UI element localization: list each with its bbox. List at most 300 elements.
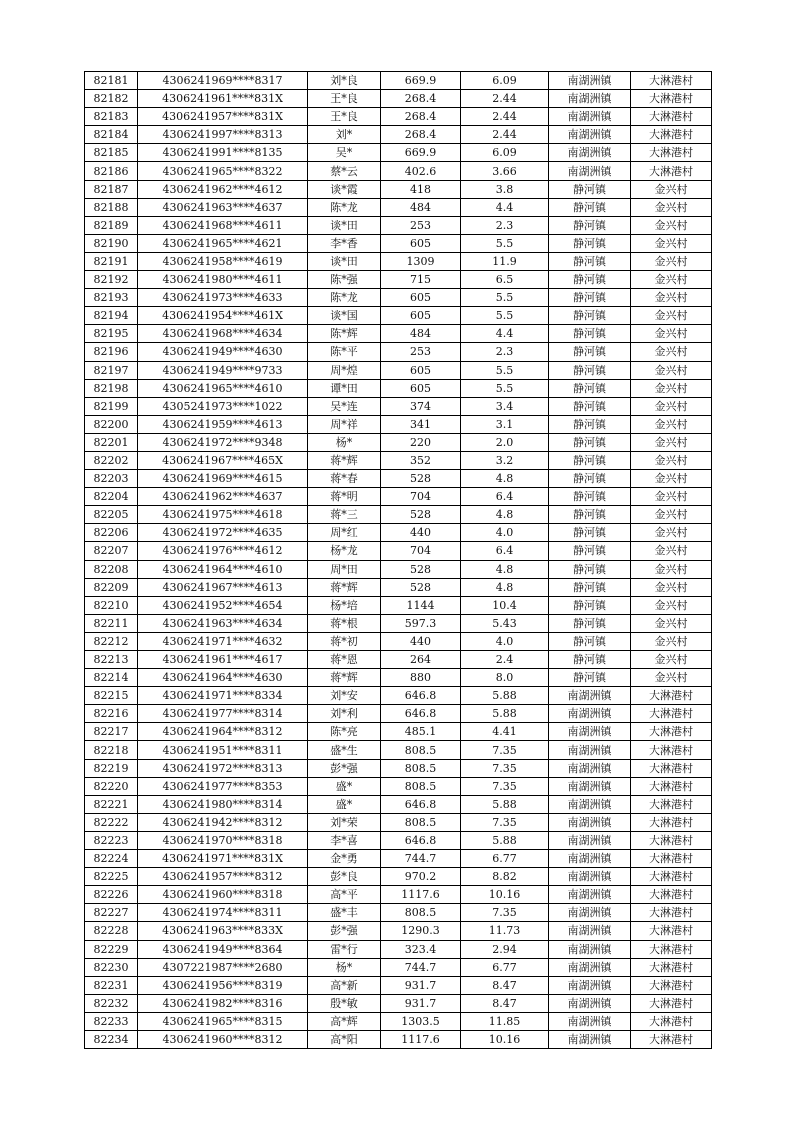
person-name-cell: 王*良 xyxy=(308,108,381,126)
village-cell: 金兴村 xyxy=(631,361,712,379)
row-number-cell: 82227 xyxy=(85,904,138,922)
id-number-cell: 4306241963****4634 xyxy=(138,614,308,632)
table-row xyxy=(85,813,712,831)
person-name-cell: 陈*辉 xyxy=(308,325,381,343)
area-cell: 10.4 xyxy=(461,596,549,614)
village-cell: 金兴村 xyxy=(631,198,712,216)
row-number-cell: 82192 xyxy=(85,271,138,289)
row-number-cell: 82201 xyxy=(85,433,138,451)
amount-cell: 220 xyxy=(381,433,461,451)
area-cell: 5.43 xyxy=(461,614,549,632)
id-number-cell: 4306241952****4654 xyxy=(138,596,308,614)
amount-cell: 808.5 xyxy=(381,741,461,759)
id-number-cell: 4306241969****4615 xyxy=(138,470,308,488)
table-row xyxy=(85,741,712,759)
town-cell: 南湖洲镇 xyxy=(549,813,631,831)
row-number-cell: 82221 xyxy=(85,795,138,813)
amount-cell: 597.3 xyxy=(381,614,461,632)
id-number-cell: 4306241991****8135 xyxy=(138,144,308,162)
amount-cell: 528 xyxy=(381,578,461,596)
row-number-cell: 82197 xyxy=(85,361,138,379)
amount-cell: 268.4 xyxy=(381,108,461,126)
person-name-cell: 谈*田 xyxy=(308,252,381,270)
amount-cell: 744.7 xyxy=(381,850,461,868)
person-name-cell: 刘*荣 xyxy=(308,813,381,831)
area-cell: 5.5 xyxy=(461,307,549,325)
town-cell: 南湖洲镇 xyxy=(549,976,631,994)
town-cell: 南湖洲镇 xyxy=(549,108,631,126)
row-number-cell: 82196 xyxy=(85,343,138,361)
id-number-cell: 4306241975****4618 xyxy=(138,506,308,524)
town-cell: 静河镇 xyxy=(549,379,631,397)
area-cell: 4.41 xyxy=(461,723,549,741)
amount-cell: 253 xyxy=(381,216,461,234)
table-row xyxy=(85,488,712,506)
person-name-cell: 蒋*辉 xyxy=(308,578,381,596)
id-number-cell: 4306241965****4621 xyxy=(138,234,308,252)
person-name-cell: 李*香 xyxy=(308,234,381,252)
town-cell: 静河镇 xyxy=(549,289,631,307)
village-cell: 金兴村 xyxy=(631,651,712,669)
data-table xyxy=(84,71,712,1049)
table-row xyxy=(85,361,712,379)
table-row xyxy=(85,723,712,741)
area-cell: 6.09 xyxy=(461,144,549,162)
id-number-cell: 4306241967****465X xyxy=(138,451,308,469)
village-cell: 金兴村 xyxy=(631,415,712,433)
amount-cell: 440 xyxy=(381,524,461,542)
table-row xyxy=(85,687,712,705)
row-number-cell: 82219 xyxy=(85,759,138,777)
person-name-cell: 陈*龙 xyxy=(308,198,381,216)
area-cell: 11.85 xyxy=(461,1012,549,1030)
village-cell: 大淋港村 xyxy=(631,723,712,741)
row-number-cell: 82231 xyxy=(85,976,138,994)
amount-cell: 605 xyxy=(381,307,461,325)
person-name-cell: 高*辉 xyxy=(308,1012,381,1030)
person-name-cell: 吴* xyxy=(308,144,381,162)
person-name-cell: 彭*良 xyxy=(308,868,381,886)
person-name-cell: 刘*利 xyxy=(308,705,381,723)
table-row xyxy=(85,1012,712,1030)
row-number-cell: 82215 xyxy=(85,687,138,705)
village-cell: 大淋港村 xyxy=(631,994,712,1012)
town-cell: 静河镇 xyxy=(549,542,631,560)
area-cell: 5.88 xyxy=(461,831,549,849)
table-row xyxy=(85,506,712,524)
village-cell: 大淋港村 xyxy=(631,741,712,759)
table-row xyxy=(85,1030,712,1048)
area-cell: 4.8 xyxy=(461,578,549,596)
area-cell: 5.5 xyxy=(461,234,549,252)
town-cell: 南湖洲镇 xyxy=(549,741,631,759)
table-row xyxy=(85,850,712,868)
row-number-cell: 82206 xyxy=(85,524,138,542)
id-number-cell: 4306241971****8334 xyxy=(138,687,308,705)
row-number-cell: 82186 xyxy=(85,162,138,180)
person-name-cell: 谈*田 xyxy=(308,216,381,234)
row-number-cell: 82218 xyxy=(85,741,138,759)
amount-cell: 1290.3 xyxy=(381,922,461,940)
village-cell: 金兴村 xyxy=(631,560,712,578)
town-cell: 静河镇 xyxy=(549,506,631,524)
area-cell: 3.8 xyxy=(461,180,549,198)
area-cell: 6.4 xyxy=(461,542,549,560)
town-cell: 静河镇 xyxy=(549,488,631,506)
table-row xyxy=(85,72,712,90)
amount-cell: 605 xyxy=(381,289,461,307)
area-cell: 8.0 xyxy=(461,669,549,687)
area-cell: 3.2 xyxy=(461,451,549,469)
row-number-cell: 82202 xyxy=(85,451,138,469)
id-number-cell: 4306241963****833X xyxy=(138,922,308,940)
table-row xyxy=(85,397,712,415)
table-row xyxy=(85,868,712,886)
person-name-cell: 高*阳 xyxy=(308,1030,381,1048)
row-number-cell: 82190 xyxy=(85,234,138,252)
row-number-cell: 82194 xyxy=(85,307,138,325)
village-cell: 金兴村 xyxy=(631,578,712,596)
area-cell: 4.0 xyxy=(461,524,549,542)
town-cell: 静河镇 xyxy=(549,397,631,415)
person-name-cell: 彭*强 xyxy=(308,922,381,940)
area-cell: 2.3 xyxy=(461,343,549,361)
village-cell: 金兴村 xyxy=(631,614,712,632)
village-cell: 大淋港村 xyxy=(631,904,712,922)
person-name-cell: 蔡*云 xyxy=(308,162,381,180)
amount-cell: 402.6 xyxy=(381,162,461,180)
town-cell: 静河镇 xyxy=(549,632,631,650)
amount-cell: 715 xyxy=(381,271,461,289)
town-cell: 静河镇 xyxy=(549,578,631,596)
table-row xyxy=(85,795,712,813)
village-cell: 金兴村 xyxy=(631,271,712,289)
area-cell: 4.0 xyxy=(461,632,549,650)
person-name-cell: 谈*霞 xyxy=(308,180,381,198)
town-cell: 静河镇 xyxy=(549,651,631,669)
town-cell: 静河镇 xyxy=(549,614,631,632)
village-cell: 金兴村 xyxy=(631,216,712,234)
amount-cell: 1117.6 xyxy=(381,1030,461,1048)
amount-cell: 880 xyxy=(381,669,461,687)
row-number-cell: 82210 xyxy=(85,596,138,614)
person-name-cell: 金*勇 xyxy=(308,850,381,868)
amount-cell: 970.2 xyxy=(381,868,461,886)
town-cell: 静河镇 xyxy=(549,180,631,198)
amount-cell: 605 xyxy=(381,234,461,252)
id-number-cell: 4306241965****8322 xyxy=(138,162,308,180)
amount-cell: 744.7 xyxy=(381,958,461,976)
table-row xyxy=(85,831,712,849)
row-number-cell: 82208 xyxy=(85,560,138,578)
area-cell: 2.0 xyxy=(461,433,549,451)
town-cell: 静河镇 xyxy=(549,343,631,361)
area-cell: 6.77 xyxy=(461,850,549,868)
id-number-cell: 4305241973****1022 xyxy=(138,397,308,415)
town-cell: 静河镇 xyxy=(549,198,631,216)
row-number-cell: 82224 xyxy=(85,850,138,868)
town-cell: 南湖洲镇 xyxy=(549,940,631,958)
town-cell: 南湖洲镇 xyxy=(549,777,631,795)
area-cell: 4.8 xyxy=(461,560,549,578)
area-cell: 11.9 xyxy=(461,252,549,270)
table-row xyxy=(85,144,712,162)
area-cell: 7.35 xyxy=(461,759,549,777)
table-row xyxy=(85,705,712,723)
area-cell: 4.4 xyxy=(461,198,549,216)
row-number-cell: 82198 xyxy=(85,379,138,397)
row-number-cell: 82181 xyxy=(85,72,138,90)
town-cell: 静河镇 xyxy=(549,433,631,451)
town-cell: 南湖洲镇 xyxy=(549,850,631,868)
area-cell: 7.35 xyxy=(461,904,549,922)
id-number-cell: 4306241982****8316 xyxy=(138,994,308,1012)
table-row xyxy=(85,343,712,361)
table-row xyxy=(85,307,712,325)
id-number-cell: 4306241957****831X xyxy=(138,108,308,126)
row-number-cell: 82233 xyxy=(85,1012,138,1030)
village-cell: 金兴村 xyxy=(631,433,712,451)
row-number-cell: 82185 xyxy=(85,144,138,162)
amount-cell: 646.8 xyxy=(381,831,461,849)
id-number-cell: 4306241958****4619 xyxy=(138,252,308,270)
village-cell: 大淋港村 xyxy=(631,922,712,940)
row-number-cell: 82207 xyxy=(85,542,138,560)
village-cell: 大淋港村 xyxy=(631,144,712,162)
amount-cell: 528 xyxy=(381,506,461,524)
village-cell: 金兴村 xyxy=(631,252,712,270)
village-cell: 金兴村 xyxy=(631,325,712,343)
area-cell: 5.5 xyxy=(461,289,549,307)
table-row xyxy=(85,651,712,669)
id-number-cell: 4306241974****8311 xyxy=(138,904,308,922)
person-name-cell: 陈*亮 xyxy=(308,723,381,741)
amount-cell: 605 xyxy=(381,361,461,379)
person-name-cell: 蒋*恩 xyxy=(308,651,381,669)
table-row xyxy=(85,542,712,560)
table-row xyxy=(85,614,712,632)
village-cell: 金兴村 xyxy=(631,180,712,198)
row-number-cell: 82234 xyxy=(85,1030,138,1048)
id-number-cell: 4306241956****8319 xyxy=(138,976,308,994)
table-body xyxy=(85,72,712,1049)
row-number-cell: 82226 xyxy=(85,886,138,904)
id-number-cell: 4306241962****4612 xyxy=(138,180,308,198)
village-cell: 大淋港村 xyxy=(631,126,712,144)
row-number-cell: 82211 xyxy=(85,614,138,632)
village-cell: 大淋港村 xyxy=(631,162,712,180)
town-cell: 南湖洲镇 xyxy=(549,922,631,940)
row-number-cell: 82188 xyxy=(85,198,138,216)
table-row xyxy=(85,289,712,307)
town-cell: 南湖洲镇 xyxy=(549,904,631,922)
person-name-cell: 盛*丰 xyxy=(308,904,381,922)
village-cell: 金兴村 xyxy=(631,669,712,687)
village-cell: 大淋港村 xyxy=(631,868,712,886)
row-number-cell: 82200 xyxy=(85,415,138,433)
table-row xyxy=(85,252,712,270)
row-number-cell: 82199 xyxy=(85,397,138,415)
table-row xyxy=(85,524,712,542)
town-cell: 静河镇 xyxy=(549,307,631,325)
amount-cell: 704 xyxy=(381,542,461,560)
table-row xyxy=(85,126,712,144)
table-row xyxy=(85,379,712,397)
amount-cell: 808.5 xyxy=(381,904,461,922)
village-cell: 金兴村 xyxy=(631,397,712,415)
area-cell: 4.8 xyxy=(461,506,549,524)
id-number-cell: 4306241949****4630 xyxy=(138,343,308,361)
person-name-cell: 彭*强 xyxy=(308,759,381,777)
person-name-cell: 刘*良 xyxy=(308,72,381,90)
town-cell: 南湖洲镇 xyxy=(549,72,631,90)
id-number-cell: 4306241960****8312 xyxy=(138,1030,308,1048)
area-cell: 2.3 xyxy=(461,216,549,234)
area-cell: 7.35 xyxy=(461,741,549,759)
person-name-cell: 吴*连 xyxy=(308,397,381,415)
table-row xyxy=(85,904,712,922)
table-row xyxy=(85,886,712,904)
town-cell: 南湖洲镇 xyxy=(549,162,631,180)
table-row xyxy=(85,994,712,1012)
amount-cell: 1144 xyxy=(381,596,461,614)
town-cell: 南湖洲镇 xyxy=(549,1030,631,1048)
amount-cell: 253 xyxy=(381,343,461,361)
area-cell: 3.1 xyxy=(461,415,549,433)
id-number-cell: 4306241972****8313 xyxy=(138,759,308,777)
village-cell: 金兴村 xyxy=(631,289,712,307)
village-cell: 大淋港村 xyxy=(631,1030,712,1048)
id-number-cell: 4306241954****461X xyxy=(138,307,308,325)
area-cell: 4.8 xyxy=(461,470,549,488)
table-row xyxy=(85,216,712,234)
table-row xyxy=(85,596,712,614)
row-number-cell: 82222 xyxy=(85,813,138,831)
person-name-cell: 刘*安 xyxy=(308,687,381,705)
area-cell: 2.4 xyxy=(461,651,549,669)
amount-cell: 646.8 xyxy=(381,795,461,813)
amount-cell: 485.1 xyxy=(381,723,461,741)
area-cell: 5.88 xyxy=(461,795,549,813)
id-number-cell: 4306241980****8314 xyxy=(138,795,308,813)
area-cell: 7.35 xyxy=(461,813,549,831)
area-cell: 5.88 xyxy=(461,705,549,723)
village-cell: 金兴村 xyxy=(631,470,712,488)
town-cell: 南湖洲镇 xyxy=(549,994,631,1012)
person-name-cell: 盛* xyxy=(308,777,381,795)
table-row xyxy=(85,180,712,198)
table-row xyxy=(85,433,712,451)
area-cell: 6.77 xyxy=(461,958,549,976)
person-name-cell: 蒋*辉 xyxy=(308,669,381,687)
amount-cell: 268.4 xyxy=(381,90,461,108)
amount-cell: 418 xyxy=(381,180,461,198)
row-number-cell: 82225 xyxy=(85,868,138,886)
id-number-cell: 4306241976****4612 xyxy=(138,542,308,560)
id-number-cell: 4306241959****4613 xyxy=(138,415,308,433)
village-cell: 大淋港村 xyxy=(631,976,712,994)
town-cell: 静河镇 xyxy=(549,271,631,289)
person-name-cell: 盛*生 xyxy=(308,741,381,759)
person-name-cell: 陈*强 xyxy=(308,271,381,289)
town-cell: 静河镇 xyxy=(549,234,631,252)
table-row xyxy=(85,777,712,795)
amount-cell: 264 xyxy=(381,651,461,669)
table-row xyxy=(85,560,712,578)
person-name-cell: 蒋*春 xyxy=(308,470,381,488)
town-cell: 静河镇 xyxy=(549,216,631,234)
person-name-cell: 殷*敏 xyxy=(308,994,381,1012)
row-number-cell: 82203 xyxy=(85,470,138,488)
id-number-cell: 4306241971****831X xyxy=(138,850,308,868)
person-name-cell: 高*新 xyxy=(308,976,381,994)
person-name-cell: 陈*龙 xyxy=(308,289,381,307)
village-cell: 大淋港村 xyxy=(631,687,712,705)
village-cell: 金兴村 xyxy=(631,379,712,397)
area-cell: 10.16 xyxy=(461,886,549,904)
town-cell: 南湖洲镇 xyxy=(549,1012,631,1030)
table-row xyxy=(85,90,712,108)
area-cell: 7.35 xyxy=(461,777,549,795)
person-name-cell: 陈*平 xyxy=(308,343,381,361)
id-number-cell: 4306241970****8318 xyxy=(138,831,308,849)
row-number-cell: 82209 xyxy=(85,578,138,596)
table-row xyxy=(85,669,712,687)
person-name-cell: 杨*龙 xyxy=(308,542,381,560)
amount-cell: 1309 xyxy=(381,252,461,270)
id-number-cell: 4306241961****831X xyxy=(138,90,308,108)
amount-cell: 528 xyxy=(381,560,461,578)
id-number-cell: 4306241972****4635 xyxy=(138,524,308,542)
id-number-cell: 4306241964****4610 xyxy=(138,560,308,578)
village-cell: 大淋港村 xyxy=(631,850,712,868)
area-cell: 10.16 xyxy=(461,1030,549,1048)
village-cell: 大淋港村 xyxy=(631,90,712,108)
id-number-cell: 4306241964****8312 xyxy=(138,723,308,741)
row-number-cell: 82195 xyxy=(85,325,138,343)
table-row xyxy=(85,632,712,650)
village-cell: 金兴村 xyxy=(631,542,712,560)
row-number-cell: 82182 xyxy=(85,90,138,108)
amount-cell: 528 xyxy=(381,470,461,488)
amount-cell: 1117.6 xyxy=(381,886,461,904)
table-row xyxy=(85,922,712,940)
town-cell: 静河镇 xyxy=(549,451,631,469)
village-cell: 大淋港村 xyxy=(631,795,712,813)
table-row xyxy=(85,198,712,216)
area-cell: 3.4 xyxy=(461,397,549,415)
row-number-cell: 82232 xyxy=(85,994,138,1012)
area-cell: 6.4 xyxy=(461,488,549,506)
table-row xyxy=(85,234,712,252)
row-number-cell: 82183 xyxy=(85,108,138,126)
amount-cell: 484 xyxy=(381,325,461,343)
amount-cell: 931.7 xyxy=(381,994,461,1012)
person-name-cell: 蒋*初 xyxy=(308,632,381,650)
village-cell: 大淋港村 xyxy=(631,958,712,976)
table-row xyxy=(85,976,712,994)
person-name-cell: 杨* xyxy=(308,433,381,451)
id-number-cell: 4306241972****9348 xyxy=(138,433,308,451)
village-cell: 大淋港村 xyxy=(631,1012,712,1030)
row-number-cell: 82204 xyxy=(85,488,138,506)
area-cell: 2.44 xyxy=(461,90,549,108)
table-row xyxy=(85,325,712,343)
town-cell: 南湖洲镇 xyxy=(549,144,631,162)
id-number-cell: 4306241977****8353 xyxy=(138,777,308,795)
row-number-cell: 82189 xyxy=(85,216,138,234)
town-cell: 静河镇 xyxy=(549,361,631,379)
